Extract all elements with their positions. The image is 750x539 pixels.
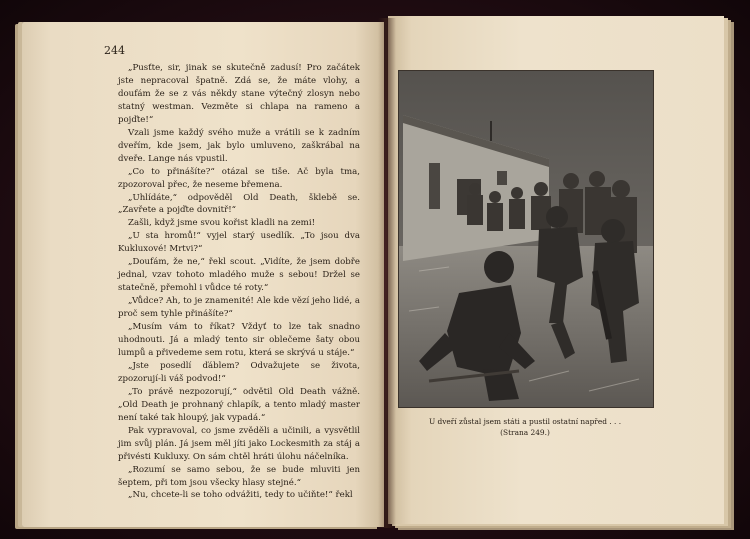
illustration-caption [398,416,652,438]
paragraph: Vzali jsme každý svého muže a vrátili se k zadním dveřím, kde jsem, jak bylo umluveno, zaškrábal na dveře. Lange nás vpustil. [118,127,360,164]
paragraph: „Jste posedlí ďáblem? Odvažujete se života, zpozorují-li váš podvod!“ [118,360,360,384]
paragraph: „Musím vám to říkat? Vždyť to lze tak snadno uhodnouti. Já a mladý tento sir oblečeme šaty obou lumpů a přivedeme sem rotu, která se skrývá u stáje.“ [118,322,360,358]
paragraph: Zašli, když jsme svou kořist kladli na zemi! [128,218,316,229]
paragraph: „Rozumí se samo sebou, že se bude mluviti jen šeptem, při tom jsou všecky hlasy stejné.“ [118,464,360,488]
illustration-plate [398,70,654,408]
page-number: 244 [104,44,125,57]
paragraph: Pak vypravoval, co jsme zvěděli a učinili, a vysvětlil jim svůj plán. Já jsem měl jíti jako Lockesmith za stáj a přivésti Kukluxy. On sám chtěl hráti úlohu náčelníka. [118,425,360,462]
caption-page-reference: (Strana 249.) [500,428,550,437]
paragraph: „Nu, chcete-li se toho odvážiti, tedy to učiňte!“ řekl [128,490,353,501]
caption-text: U dveří zůstal jsem státi a pustil ostatní napřed . . . [428,417,622,426]
illustration-image [399,71,653,407]
body-text [118,62,360,502]
paragraph: „Pusťte, sir, jinak se skutečně zadusí! Pro začátek jste nepracoval špatně. Zdá se, že máte vlohy, a doufám že se z vás někdy stane výtečný zlosyn nebo statný westman. Vezměte si chlapa na rameno a pojďte!“ [118,63,360,125]
paragraph: „To právě nezpozorují,“ odvětil Old Death vážně. „Old Death je prohnaný chlapík, a tento mladý master není také tak hloupý, jak vypadá.“ [118,386,360,423]
paragraph: „U sta hromů!“ vyjel starý usedlík. „To jsou dva Kukluxové! Mrtvi?“ [118,231,360,255]
paragraph: „Vůdce? Ah, to je znamenité! Ale kde vězí jeho lidé, a proč sem tyhle přinášíte?“ [118,296,360,320]
paragraph: „Uhlídáte,“ odpověděl Old Death, šklebě se. „Zavřete a pojďte dovnitř!“ [118,192,360,216]
book-gutter [378,18,396,528]
paragraph: „Co to přinášíte?“ otázal se tiše. Ač byla tma, zpozoroval přec, že neseme břemena. [118,166,360,190]
paragraph: „Doufám, že ne,“ řekl scout. „Vidíte, že jsem dobře jednal, vzav tohoto mladého muže s sebou! Držel se statečně, přemohl i vůdce té roty.“ [118,257,360,294]
